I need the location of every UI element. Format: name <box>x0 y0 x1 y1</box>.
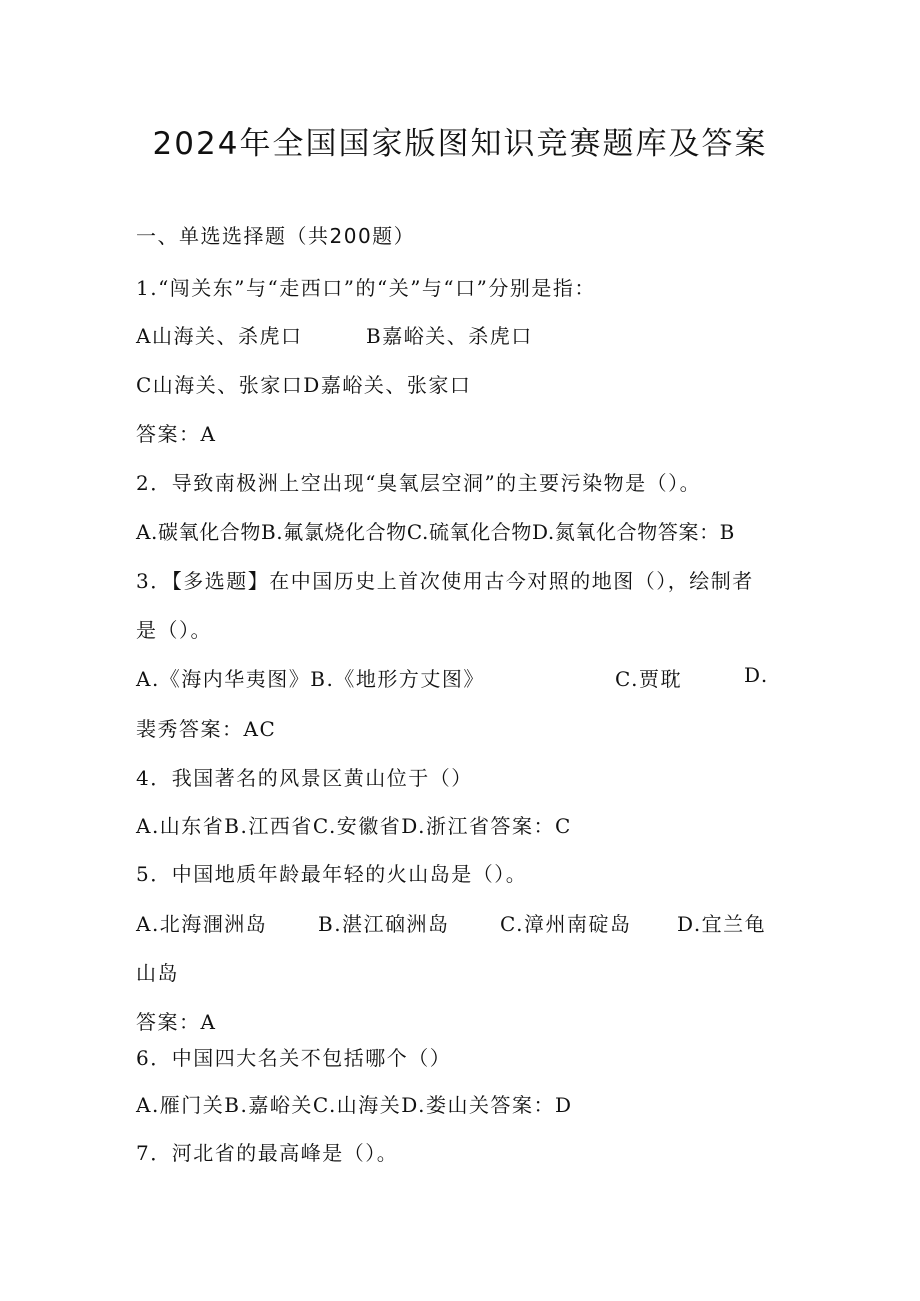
document-title: 2024年全国国家版图知识竞赛题库及答案 <box>152 126 768 162</box>
question-3-option-c: C.贾耽 <box>615 667 682 691</box>
question-2-stem: 2．导致南极洲上空出现“臭氧层空洞”的主要污染物是（）。 <box>136 471 702 495</box>
question-7-stem: 7．河北省的最高峰是（）。 <box>136 1141 399 1165</box>
question-3-stem: 3．【多选题】在中国历史上首次使用古今对照的地图（），绘制者 <box>136 569 754 593</box>
question-1-stem: 1.“闯关东”与“走西口”的“关”与“口”分别是指： <box>136 276 596 300</box>
question-3-answer: 裴秀答案：AC <box>136 717 277 741</box>
question-6-stem: 6．中国四大名关不包括哪个（） <box>136 1046 452 1070</box>
question-5-option-a: A.北海涠洲岛 <box>136 912 268 936</box>
section-heading: 一、单选选择题（共200题） <box>136 224 416 248</box>
question-5-stem: 5．中国地质年龄最年轻的火山岛是（）。 <box>136 862 528 886</box>
question-1-options-cd: C山海关、张家口D嘉峪关、张家口 <box>136 373 472 397</box>
question-5-answer: 答案：A <box>136 1010 217 1034</box>
question-6-options: A.雁门关B.嘉峪关C.山海关D.娄山关答案：D <box>136 1093 573 1117</box>
question-5-option-d: D.宜兰龟 <box>677 912 767 936</box>
question-1-answer: 答案：A <box>136 422 217 446</box>
question-2-options: A.碳氧化合物B.氟氯烧化合物C.硫氧化合物D.氮氧化合物答案：B <box>136 520 735 544</box>
question-3-option-d: D. <box>744 663 769 687</box>
question-1-option-a: A山海关、杀虎口 <box>136 324 303 348</box>
question-3-options-ab: A.《海内华夷图》B.《地形方丈图》 <box>136 667 485 691</box>
question-5-option-b: B.湛江硇洲岛 <box>318 912 450 936</box>
question-3-stem-cont: 是（）。 <box>136 618 212 642</box>
question-4-options: A.山东省B.江西省C.安徽省D.浙江省答案：C <box>136 814 572 838</box>
question-5-option-d-cont: 山岛 <box>136 961 179 985</box>
question-5-option-c: C.漳州南碇岛 <box>500 912 632 936</box>
question-4-stem: 4．我国著名的风景区黄山位于（） <box>136 766 473 790</box>
question-1-option-b: B嘉峪关、杀虎口 <box>366 324 533 348</box>
